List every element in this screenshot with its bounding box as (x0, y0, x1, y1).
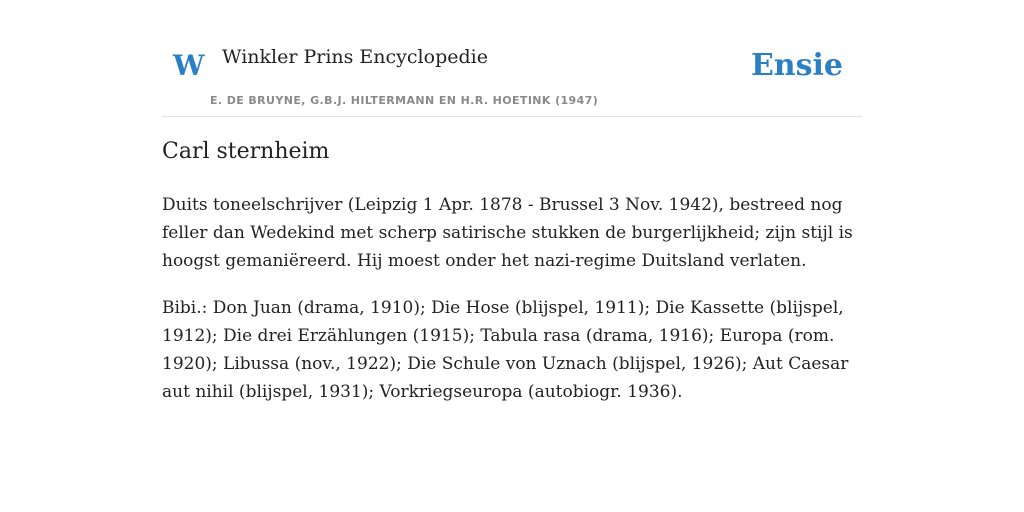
winkler-prins-logo[interactable]: W (173, 49, 205, 82)
source-authors: E. DE BRUYNE, G.B.J. HILTERMANN EN H.R. HOETINK (1947) (210, 94, 599, 107)
ensie-logo[interactable]: Ensie (750, 48, 843, 83)
article (162, 138, 862, 425)
source-header (162, 0, 862, 117)
article-title: Carl sternheim (162, 139, 330, 164)
source-title[interactable]: Winkler Prins Encyclopedie (222, 46, 488, 68)
article-description: Duits toneelschrijver (Leipzig 1 Apr. 1878 - Brussel 3 Nov. 1942), bestreed nog feller dan Wedekind met scherp satirische stukken de burgerlijkheid; zijn stijl is hoogst gemaniëreerd. Hij moest onder het nazi-regime Duitsland verlaten. (162, 194, 853, 271)
article-bibliography: Bibi.: Don Juan (drama, 1910); Die Hose (blijspel, 1911); Die Kassette (blijspel, 1912); Die drei Erzählungen (1915); Tabula rasa (drama, 1916); Europa (rom. 1920); Libussa (nov., 1922); Die Schule von Uznach (blijspel, 1926); Aut Caesar aut nihil (blijspel, 1931); Vorkriegseuropa (autobiogr. 1936). (162, 297, 849, 402)
